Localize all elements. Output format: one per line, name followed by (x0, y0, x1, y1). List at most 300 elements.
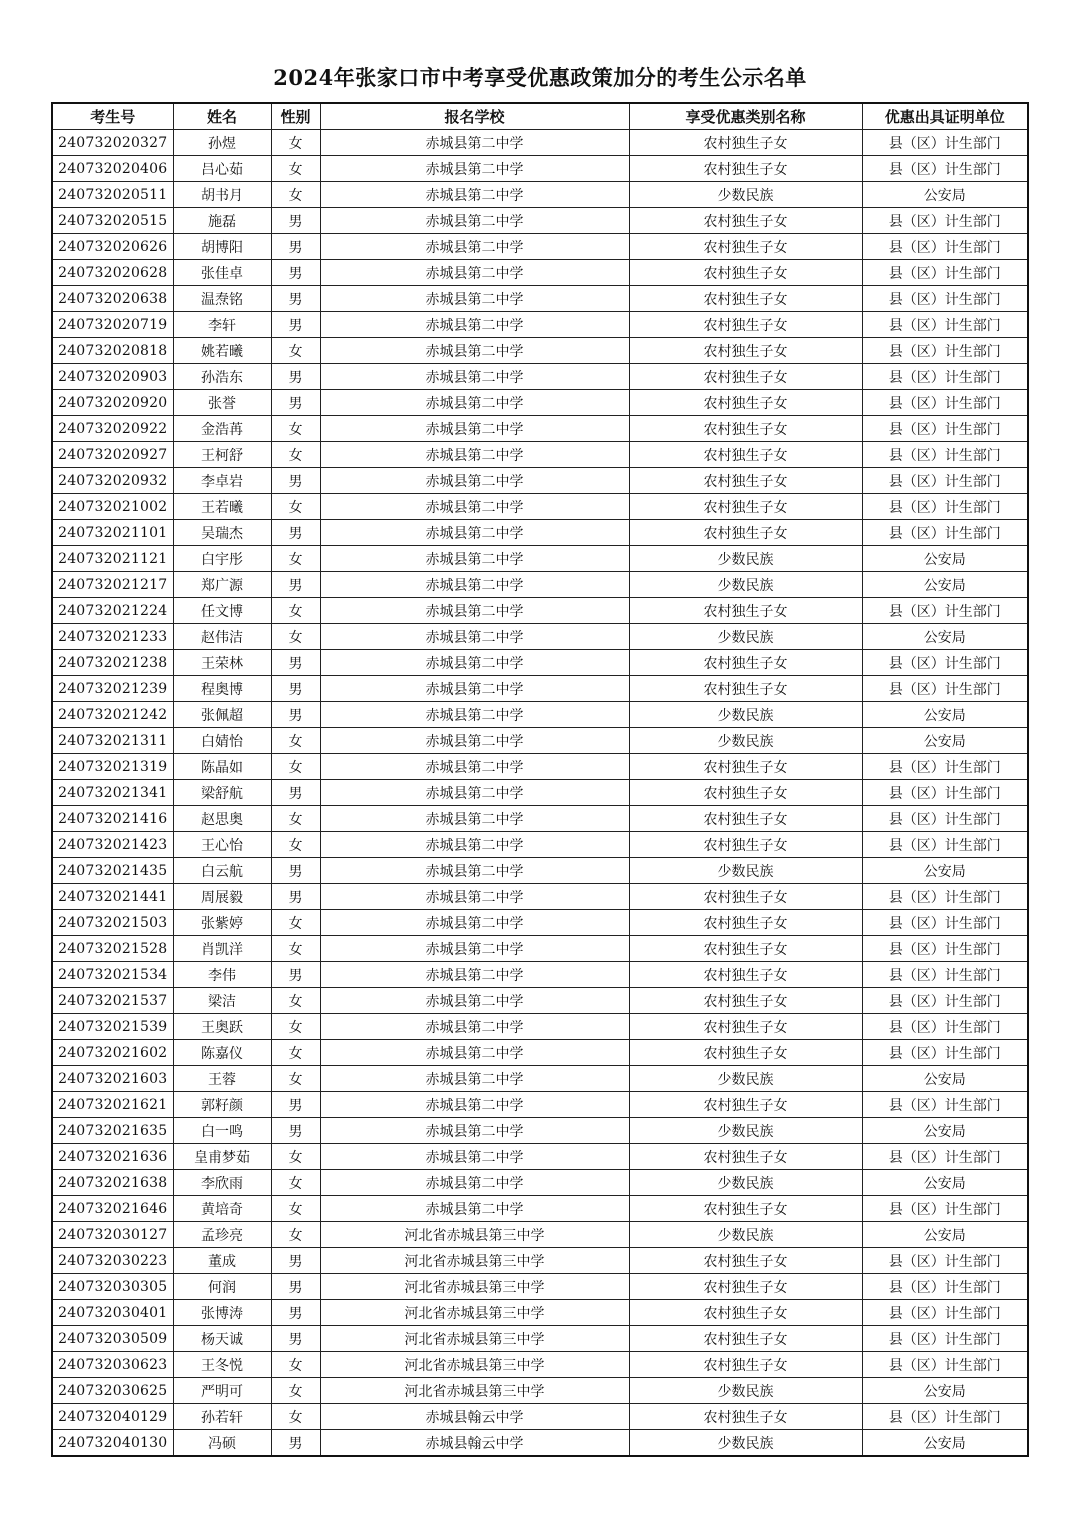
gender-cell: 男 (271, 702, 320, 728)
gender-cell: 男 (271, 884, 320, 910)
school-cell: 赤城县翰云中学 (320, 1404, 629, 1430)
category-cell: 农村独生子女 (629, 650, 862, 676)
name-cell: 王奥跃 (173, 1014, 271, 1040)
exam-id-cell: 240732021233 (52, 624, 173, 650)
school-cell: 赤城县第二中学 (320, 312, 629, 338)
gender-cell: 男 (271, 1430, 320, 1457)
cert-unit-cell: 县（区）计生部门 (862, 1300, 1028, 1326)
gender-cell: 男 (271, 312, 320, 338)
gender-cell: 女 (271, 1144, 320, 1170)
exam-id-cell: 240732020327 (52, 130, 173, 156)
name-cell: 张佩超 (173, 702, 271, 728)
gender-cell: 女 (271, 1352, 320, 1378)
name-cell: 李伟 (173, 962, 271, 988)
gender-cell: 男 (271, 364, 320, 390)
exam-id-cell: 240732020511 (52, 182, 173, 208)
category-cell: 农村独生子女 (629, 390, 862, 416)
school-cell: 赤城县第二中学 (320, 910, 629, 936)
candidate-table (51, 102, 1029, 1457)
gender-cell: 男 (271, 520, 320, 546)
cert-unit-cell: 县（区）计生部门 (862, 156, 1028, 182)
gender-cell: 男 (271, 1248, 320, 1274)
cert-unit-cell: 县（区）计生部门 (862, 1144, 1028, 1170)
category-cell: 农村独生子女 (629, 884, 862, 910)
cert-unit-cell: 县（区）计生部门 (862, 1040, 1028, 1066)
school-cell: 赤城县第二中学 (320, 884, 629, 910)
category-cell: 农村独生子女 (629, 208, 862, 234)
cert-unit-cell: 县（区）计生部门 (862, 234, 1028, 260)
name-cell: 吴瑞杰 (173, 520, 271, 546)
table-row (52, 598, 1028, 624)
category-cell: 少数民族 (629, 858, 862, 884)
category-cell: 少数民族 (629, 1118, 862, 1144)
name-cell: 李卓岩 (173, 468, 271, 494)
table-row (52, 1300, 1028, 1326)
school-cell: 赤城县第二中学 (320, 988, 629, 1014)
gender-cell: 女 (271, 936, 320, 962)
name-cell: 孟珍亮 (173, 1222, 271, 1248)
exam-id-cell: 240732030401 (52, 1300, 173, 1326)
cert-unit-cell: 县（区）计生部门 (862, 910, 1028, 936)
school-cell: 河北省赤城县第三中学 (320, 1352, 629, 1378)
cert-unit-cell: 公安局 (862, 1378, 1028, 1404)
cert-unit-cell: 公安局 (862, 1118, 1028, 1144)
name-cell: 任文博 (173, 598, 271, 624)
exam-id-cell: 240732020927 (52, 442, 173, 468)
cert-unit-cell: 公安局 (862, 702, 1028, 728)
school-cell: 赤城县第二中学 (320, 624, 629, 650)
category-cell: 农村独生子女 (629, 494, 862, 520)
exam-id-cell: 240732020515 (52, 208, 173, 234)
category-cell: 少数民族 (629, 572, 862, 598)
table-row (52, 572, 1028, 598)
category-cell: 少数民族 (629, 624, 862, 650)
school-cell: 赤城县第二中学 (320, 806, 629, 832)
exam-id-cell: 240732021423 (52, 832, 173, 858)
school-cell: 赤城县第二中学 (320, 260, 629, 286)
school-cell: 赤城县第二中学 (320, 754, 629, 780)
table-row (52, 1092, 1028, 1118)
school-cell: 河北省赤城县第三中学 (320, 1274, 629, 1300)
cert-unit-cell: 县（区）计生部门 (862, 1404, 1028, 1430)
exam-id-cell: 240732021537 (52, 988, 173, 1014)
category-cell: 农村独生子女 (629, 676, 862, 702)
name-cell: 胡书月 (173, 182, 271, 208)
table-row (52, 234, 1028, 260)
exam-id-cell: 240732040130 (52, 1430, 173, 1457)
table-body (52, 130, 1028, 1457)
cert-unit-cell: 县（区）计生部门 (862, 832, 1028, 858)
table-row (52, 806, 1028, 832)
page-title: 2024年张家口市中考享受优惠政策加分的考生公示名单 (273, 65, 807, 90)
exam-id-cell: 240732021638 (52, 1170, 173, 1196)
exam-id-cell: 240732021319 (52, 754, 173, 780)
category-cell: 农村独生子女 (629, 1300, 862, 1326)
table-row (52, 364, 1028, 390)
category-cell: 少数民族 (629, 1222, 862, 1248)
name-cell: 郭籽颜 (173, 1092, 271, 1118)
category-cell: 农村独生子女 (629, 754, 862, 780)
table-row (52, 624, 1028, 650)
school-cell: 赤城县第二中学 (320, 182, 629, 208)
exam-id-cell: 240732021341 (52, 780, 173, 806)
table-row (52, 1040, 1028, 1066)
exam-id-cell: 240732021528 (52, 936, 173, 962)
gender-cell: 男 (271, 234, 320, 260)
school-cell: 河北省赤城县第三中学 (320, 1326, 629, 1352)
name-cell: 赵伟洁 (173, 624, 271, 650)
exam-id-cell: 240732021534 (52, 962, 173, 988)
name-cell: 王心怡 (173, 832, 271, 858)
cert-unit-cell: 公安局 (862, 1170, 1028, 1196)
category-cell: 农村独生子女 (629, 1326, 862, 1352)
category-cell: 农村独生子女 (629, 910, 862, 936)
header-name: 姓名 (173, 103, 271, 130)
name-cell: 吕心茹 (173, 156, 271, 182)
table-row (52, 286, 1028, 312)
category-cell: 农村独生子女 (629, 1404, 862, 1430)
cert-unit-cell: 县（区）计生部门 (862, 806, 1028, 832)
cert-unit-cell: 县（区）计生部门 (862, 312, 1028, 338)
gender-cell: 男 (271, 260, 320, 286)
cert-unit-cell: 县（区）计生部门 (862, 1196, 1028, 1222)
gender-cell: 女 (271, 546, 320, 572)
school-cell: 河北省赤城县第三中学 (320, 1378, 629, 1404)
school-cell: 赤城县第二中学 (320, 832, 629, 858)
exam-id-cell: 240732030305 (52, 1274, 173, 1300)
category-cell: 农村独生子女 (629, 806, 862, 832)
category-cell: 农村独生子女 (629, 1144, 862, 1170)
gender-cell: 男 (271, 1300, 320, 1326)
cert-unit-cell: 县（区）计生部门 (862, 1352, 1028, 1378)
name-cell: 孙煜 (173, 130, 271, 156)
name-cell: 王冬悦 (173, 1352, 271, 1378)
cert-unit-cell: 县（区）计生部门 (862, 520, 1028, 546)
cert-unit-cell: 公安局 (862, 624, 1028, 650)
exam-id-cell: 240732021603 (52, 1066, 173, 1092)
school-cell: 赤城县第二中学 (320, 494, 629, 520)
school-cell: 赤城县第二中学 (320, 1092, 629, 1118)
exam-id-cell: 240732040129 (52, 1404, 173, 1430)
category-cell: 少数民族 (629, 728, 862, 754)
gender-cell: 女 (271, 754, 320, 780)
table-row (52, 156, 1028, 182)
table-row (52, 754, 1028, 780)
gender-cell: 女 (271, 728, 320, 754)
exam-id-cell: 240732021311 (52, 728, 173, 754)
gender-cell: 女 (271, 988, 320, 1014)
table-row (52, 338, 1028, 364)
name-cell: 李轩 (173, 312, 271, 338)
category-cell: 少数民族 (629, 1378, 862, 1404)
cert-unit-cell: 公安局 (862, 1430, 1028, 1457)
table-row (52, 416, 1028, 442)
gender-cell: 女 (271, 1040, 320, 1066)
gender-cell: 女 (271, 416, 320, 442)
name-cell: 肖凯洋 (173, 936, 271, 962)
table-row (52, 546, 1028, 572)
cert-unit-cell: 公安局 (862, 1222, 1028, 1248)
gender-cell: 女 (271, 442, 320, 468)
cert-unit-cell: 县（区）计生部门 (862, 416, 1028, 442)
table-row (52, 832, 1028, 858)
table-row (52, 936, 1028, 962)
exam-id-cell: 240732030223 (52, 1248, 173, 1274)
exam-id-cell: 240732021121 (52, 546, 173, 572)
category-cell: 农村独生子女 (629, 1248, 862, 1274)
school-cell: 赤城县第二中学 (320, 702, 629, 728)
school-cell: 赤城县第二中学 (320, 936, 629, 962)
name-cell: 董成 (173, 1248, 271, 1274)
school-cell: 赤城县第二中学 (320, 390, 629, 416)
gender-cell: 男 (271, 780, 320, 806)
exam-id-cell: 240732021238 (52, 650, 173, 676)
exam-id-cell: 240732030509 (52, 1326, 173, 1352)
gender-cell: 男 (271, 858, 320, 884)
name-cell: 白婧怡 (173, 728, 271, 754)
name-cell: 郑广源 (173, 572, 271, 598)
gender-cell: 女 (271, 806, 320, 832)
cert-unit-cell: 县（区）计生部门 (862, 676, 1028, 702)
table-row (52, 858, 1028, 884)
category-cell: 农村独生子女 (629, 1014, 862, 1040)
school-cell: 赤城县第二中学 (320, 1066, 629, 1092)
name-cell: 黄培奇 (173, 1196, 271, 1222)
gender-cell: 女 (271, 598, 320, 624)
category-cell: 少数民族 (629, 702, 862, 728)
gender-cell: 男 (271, 572, 320, 598)
table-row (52, 1066, 1028, 1092)
school-cell: 赤城县第二中学 (320, 416, 629, 442)
name-cell: 张博涛 (173, 1300, 271, 1326)
exam-id-cell: 240732021539 (52, 1014, 173, 1040)
cert-unit-cell: 县（区）计生部门 (862, 442, 1028, 468)
name-cell: 姚若曦 (173, 338, 271, 364)
table-row (52, 1274, 1028, 1300)
school-cell: 赤城县第二中学 (320, 234, 629, 260)
table-row (52, 1014, 1028, 1040)
name-cell: 李欣雨 (173, 1170, 271, 1196)
table-row (52, 702, 1028, 728)
school-cell: 赤城县第二中学 (320, 598, 629, 624)
cert-unit-cell: 县（区）计生部门 (862, 390, 1028, 416)
name-cell: 胡博阳 (173, 234, 271, 260)
cert-unit-cell: 县（区）计生部门 (862, 1248, 1028, 1274)
gender-cell: 女 (271, 910, 320, 936)
cert-unit-cell: 县（区）计生部门 (862, 260, 1028, 286)
gender-cell: 女 (271, 156, 320, 182)
category-cell: 农村独生子女 (629, 1352, 862, 1378)
school-cell: 赤城县第二中学 (320, 728, 629, 754)
exam-id-cell: 240732020932 (52, 468, 173, 494)
exam-id-cell: 240732021435 (52, 858, 173, 884)
gender-cell: 女 (271, 1222, 320, 1248)
table-row (52, 780, 1028, 806)
name-cell: 陈晶如 (173, 754, 271, 780)
exam-id-cell: 240732021441 (52, 884, 173, 910)
school-cell: 赤城县第二中学 (320, 1196, 629, 1222)
table-row (52, 988, 1028, 1014)
table-row (52, 1378, 1028, 1404)
gender-cell: 女 (271, 1196, 320, 1222)
gender-cell: 女 (271, 1170, 320, 1196)
header-school: 报名学校 (320, 103, 629, 130)
category-cell: 少数民族 (629, 182, 862, 208)
header-cert-unit: 优惠出具证明单位 (862, 103, 1028, 130)
name-cell: 白一鸣 (173, 1118, 271, 1144)
category-cell: 农村独生子女 (629, 1040, 862, 1066)
table-row (52, 468, 1028, 494)
cert-unit-cell: 公安局 (862, 182, 1028, 208)
school-cell: 赤城县第二中学 (320, 520, 629, 546)
gender-cell: 男 (271, 676, 320, 702)
category-cell: 农村独生子女 (629, 338, 862, 364)
category-cell: 农村独生子女 (629, 156, 862, 182)
category-cell: 农村独生子女 (629, 962, 862, 988)
category-cell: 农村独生子女 (629, 780, 862, 806)
name-cell: 张紫婷 (173, 910, 271, 936)
table-row (52, 910, 1028, 936)
name-cell: 杨天诚 (173, 1326, 271, 1352)
name-cell: 孙浩东 (173, 364, 271, 390)
table-row (52, 1326, 1028, 1352)
school-cell: 河北省赤城县第三中学 (320, 1222, 629, 1248)
school-cell: 赤城县第二中学 (320, 1170, 629, 1196)
exam-id-cell: 240732021646 (52, 1196, 173, 1222)
cert-unit-cell: 县（区）计生部门 (862, 1014, 1028, 1040)
cert-unit-cell: 县（区）计生部门 (862, 936, 1028, 962)
table-row (52, 208, 1028, 234)
cert-unit-cell: 公安局 (862, 572, 1028, 598)
category-cell: 农村独生子女 (629, 442, 862, 468)
exam-id-cell: 240732021621 (52, 1092, 173, 1118)
exam-id-cell: 240732030127 (52, 1222, 173, 1248)
gender-cell: 女 (271, 1404, 320, 1430)
category-cell: 农村独生子女 (629, 1092, 862, 1118)
category-cell: 少数民族 (629, 546, 862, 572)
header-gender: 性别 (271, 103, 320, 130)
cert-unit-cell: 县（区）计生部门 (862, 962, 1028, 988)
school-cell: 赤城县翰云中学 (320, 1430, 629, 1457)
category-cell: 农村独生子女 (629, 312, 862, 338)
name-cell: 梁洁 (173, 988, 271, 1014)
school-cell: 河北省赤城县第三中学 (320, 1300, 629, 1326)
school-cell: 赤城县第二中学 (320, 442, 629, 468)
table-header-row (52, 103, 1028, 130)
school-cell: 赤城县第二中学 (320, 676, 629, 702)
school-cell: 赤城县第二中学 (320, 1144, 629, 1170)
name-cell: 金浩苒 (173, 416, 271, 442)
exam-id-cell: 240732021635 (52, 1118, 173, 1144)
name-cell: 白宇彤 (173, 546, 271, 572)
category-cell: 农村独生子女 (629, 364, 862, 390)
exam-id-cell: 240732030623 (52, 1352, 173, 1378)
table-row (52, 1430, 1028, 1457)
category-cell: 农村独生子女 (629, 988, 862, 1014)
exam-id-cell: 240732020628 (52, 260, 173, 286)
gender-cell: 女 (271, 1014, 320, 1040)
school-cell: 河北省赤城县第三中学 (320, 1248, 629, 1274)
school-cell: 赤城县第二中学 (320, 364, 629, 390)
school-cell: 赤城县第二中学 (320, 1040, 629, 1066)
gender-cell: 男 (271, 1274, 320, 1300)
table-row (52, 260, 1028, 286)
gender-cell: 女 (271, 1378, 320, 1404)
name-cell: 周展毅 (173, 884, 271, 910)
gender-cell: 女 (271, 1066, 320, 1092)
cert-unit-cell: 县（区）计生部门 (862, 468, 1028, 494)
cert-unit-cell: 县（区）计生部门 (862, 884, 1028, 910)
cert-unit-cell: 县（区）计生部门 (862, 1274, 1028, 1300)
name-cell: 冯硕 (173, 1430, 271, 1457)
table-row (52, 494, 1028, 520)
gender-cell: 女 (271, 130, 320, 156)
exam-id-cell: 240732021224 (52, 598, 173, 624)
name-cell: 张佳卓 (173, 260, 271, 286)
school-cell: 赤城县第二中学 (320, 780, 629, 806)
gender-cell: 男 (271, 208, 320, 234)
name-cell: 赵思奥 (173, 806, 271, 832)
category-cell: 农村独生子女 (629, 520, 862, 546)
exam-id-cell: 240732020638 (52, 286, 173, 312)
gender-cell: 男 (271, 286, 320, 312)
name-cell: 陈嘉仪 (173, 1040, 271, 1066)
cert-unit-cell: 县（区）计生部门 (862, 364, 1028, 390)
exam-id-cell: 240732021239 (52, 676, 173, 702)
cert-unit-cell: 县（区）计生部门 (862, 1326, 1028, 1352)
exam-id-cell: 240732021416 (52, 806, 173, 832)
school-cell: 赤城县第二中学 (320, 962, 629, 988)
table-row (52, 650, 1028, 676)
gender-cell: 男 (271, 1118, 320, 1144)
category-cell: 农村独生子女 (629, 832, 862, 858)
name-cell: 白云航 (173, 858, 271, 884)
cert-unit-cell: 县（区）计生部门 (862, 1092, 1028, 1118)
category-cell: 农村独生子女 (629, 286, 862, 312)
cert-unit-cell: 县（区）计生部门 (862, 286, 1028, 312)
category-cell: 少数民族 (629, 1170, 862, 1196)
gender-cell: 男 (271, 390, 320, 416)
school-cell: 赤城县第二中学 (320, 130, 629, 156)
exam-id-cell: 240732020920 (52, 390, 173, 416)
gender-cell: 男 (271, 1092, 320, 1118)
cert-unit-cell: 县（区）计生部门 (862, 494, 1028, 520)
school-cell: 赤城县第二中学 (320, 546, 629, 572)
table-row (52, 442, 1028, 468)
category-cell: 农村独生子女 (629, 260, 862, 286)
school-cell: 赤城县第二中学 (320, 468, 629, 494)
school-cell: 赤城县第二中学 (320, 156, 629, 182)
header-exam-id: 考生号 (52, 103, 173, 130)
name-cell: 孙若轩 (173, 1404, 271, 1430)
category-cell: 少数民族 (629, 1430, 862, 1457)
gender-cell: 女 (271, 182, 320, 208)
category-cell: 农村独生子女 (629, 1274, 862, 1300)
table-row (52, 1404, 1028, 1430)
exam-id-cell: 240732021242 (52, 702, 173, 728)
cert-unit-cell: 县（区）计生部门 (862, 754, 1028, 780)
gender-cell: 女 (271, 832, 320, 858)
name-cell: 王若曦 (173, 494, 271, 520)
gender-cell: 女 (271, 624, 320, 650)
exam-id-cell: 240732021101 (52, 520, 173, 546)
table-row (52, 312, 1028, 338)
exam-id-cell: 240732020903 (52, 364, 173, 390)
name-cell: 王柯舒 (173, 442, 271, 468)
table-row (52, 182, 1028, 208)
table-row (52, 1196, 1028, 1222)
table-row (52, 1170, 1028, 1196)
